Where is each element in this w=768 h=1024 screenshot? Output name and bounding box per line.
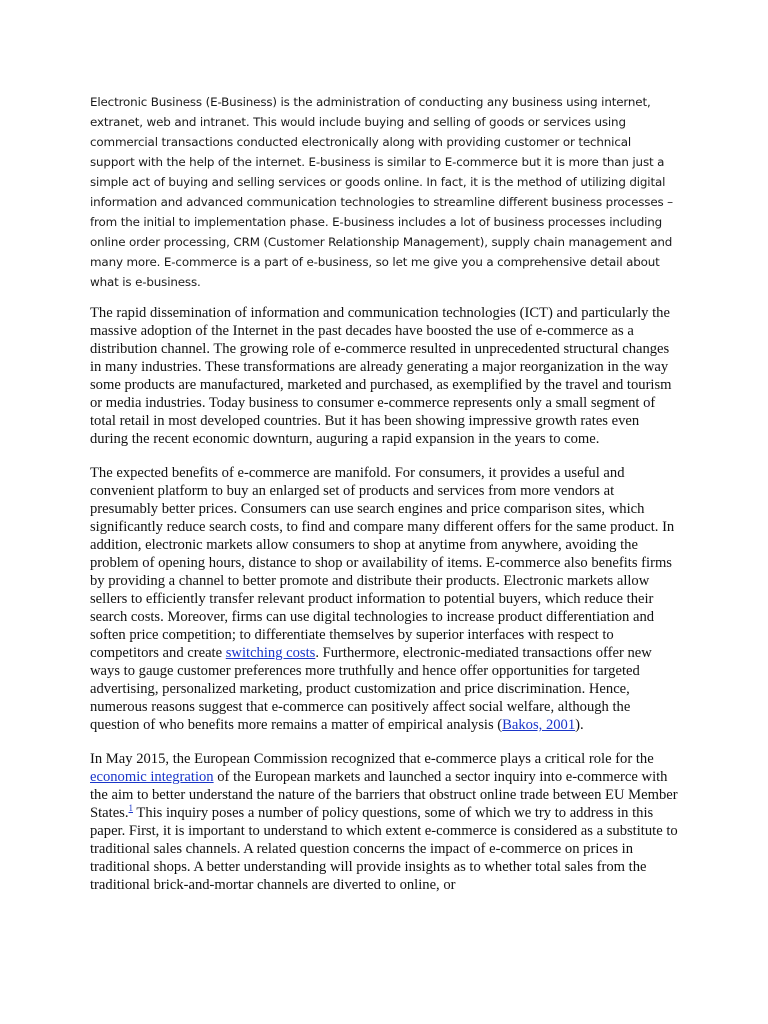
benefits-text-1: The expected benefits of e-commerce are manifold. For consumers, it provides a useful and convenient platform to buy an enlarged set of products and services from more vendors at presumably better prices. Consumers can use search engines and price comparison sites, which significantly reduce search costs, to find and compare many different offers for the same product. In addition, electronic markets allow consumers to shop at anytime from anywhere, avoiding the problem of opening hours, distance to shop or availability of items. E-commerce also benefits firms by providing a channel to better promote and distribute their products. Electronic markets allow sellers to efficiently transfer relevant product information to potential buyers, which reduce their search costs. Moreover, firms can use digital technologies to increase product differentiation and soften price competition; to differentiate themselves by superior interfaces with respect to competitors and create [90,465,675,661]
eu-text-3: This inquiry poses a number of policy questions, some of which we try to address in this paper. First, it is important to understand to which extent e-commerce is considered as a substitute to traditional sales channels. A related question concerns the impact of e-commerce on prices in traditional shops. A better understanding will provide insights as to whether total sales from the traditional brick-and-mortar channels are diverted to online, or [90,805,678,893]
eu-inquiry-paragraph [90,750,678,894]
benefits-text-2: . Furthermore, electronic-mediated transactions offer new ways to gauge customer preferences more truthfully and hence offer opportunities for targeted advertising, personalized marketing, product customization and price discrimination. Hence, numerous reasons suggest that e-commerce can positively affect social welfare, although the question of who benefits more remains a matter of empirical analysis ( [90,645,652,733]
benefits-text-3: ). [575,717,584,733]
eu-text-2: of the European markets and launched a sector inquiry into e-commerce with the aim to better understand the nature of the barriers that obstruct online trade between EU Member States. [90,769,678,821]
footnote-1-link[interactable]: 1 [128,803,134,814]
eu-text-1: In May 2015, the European Commission recognized that e-commerce plays a critical role for the [90,751,654,767]
ict-paragraph: The rapid dissemination of information and communication technologies (ICT) and particularly the massive adoption of the Internet in the past decades have boosted the use of e-commerce as a distribution channel. The growing role of e-commerce resulted in unprecedented structural changes in many industries. These transformations are already generating a major reorganization in the way some products are manufactured, marketed and purchased, as exemplified by the travel and tourism or media industries. Today business to consumer e-commerce represents only a small segment of total retail in most developed countries. But it has been showing impressive growth rates even during the recent economic downturn, auguring a rapid expansion in the years to come. [90,305,672,447]
benefits-paragraph [90,464,678,734]
intro-paragraph: Electronic Business (E-Business) is the administration of conducting any business using internet, extranet, web and intranet. This would include buying and selling of goods or services using commercial transactions conducted electronically along with providing customer or technical support with the help of the internet. E-business is similar to E-commerce but it is more than just a simple act of buying and selling services or goods online. In fact, it is the method of utilizing digital information and advanced communication technologies to streamline different business processes – from the initial to implementation phase. E-business includes a lot of business processes including online order processing, CRM (Customer Relationship Management), supply chain management and many more. E-commerce is a part of e-business, so let me give you a comprehensive detail about what is e-business. [90,95,673,289]
switching-costs-link[interactable]: switching costs [225,645,316,661]
document-page [90,92,678,910]
bakos-citation-link[interactable]: Bakos, 2001 [502,717,576,733]
economic-integration-link[interactable]: economic integration [90,769,214,785]
